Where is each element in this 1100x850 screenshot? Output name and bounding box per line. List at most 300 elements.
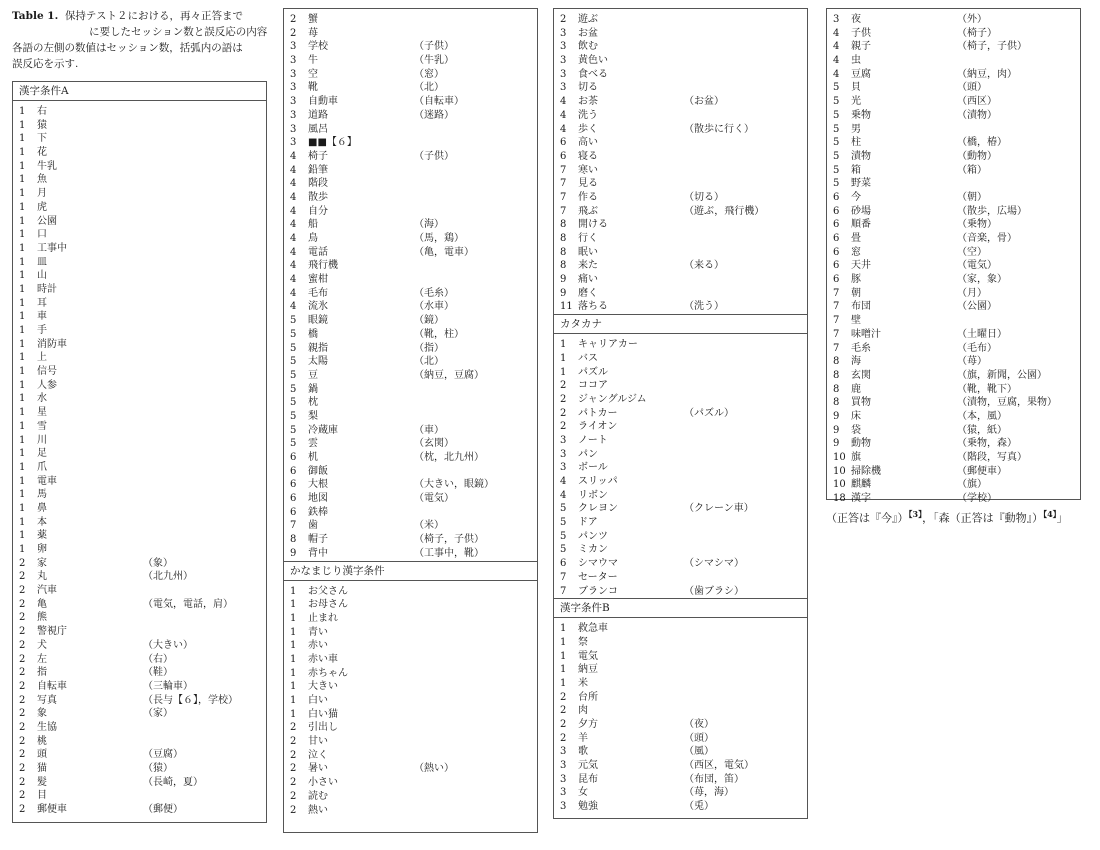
session-count: 6 bbox=[833, 219, 840, 231]
table-row bbox=[827, 273, 1080, 287]
table-column-4 bbox=[826, 8, 1081, 505]
session-count: 3 bbox=[290, 82, 297, 94]
session-count: 1 bbox=[19, 393, 26, 405]
table-row bbox=[284, 626, 537, 640]
session-count: 2 bbox=[560, 407, 567, 419]
error-response: （窓） bbox=[414, 68, 444, 80]
table-row bbox=[284, 735, 537, 749]
session-count: 1 bbox=[290, 653, 297, 665]
table-row bbox=[554, 759, 807, 773]
table-row bbox=[284, 342, 537, 356]
table-row bbox=[13, 735, 266, 749]
word: 玄関 bbox=[851, 369, 871, 381]
session-count: 2 bbox=[560, 705, 567, 717]
word: 鉄棒 bbox=[308, 506, 328, 518]
table-column-2 bbox=[283, 8, 538, 833]
error-response: （苺，海） bbox=[684, 787, 734, 799]
table-row bbox=[13, 584, 266, 598]
session-count: 3 bbox=[290, 109, 297, 121]
word: 女 bbox=[578, 787, 588, 799]
error-response: （外） bbox=[957, 14, 987, 25]
error-response: （猿） bbox=[143, 763, 173, 774]
table-row bbox=[554, 273, 807, 287]
table-row bbox=[827, 150, 1080, 164]
table-row bbox=[284, 218, 537, 232]
footnote bbox=[826, 509, 1068, 526]
word: ミカン bbox=[578, 544, 608, 556]
session-count: 9 bbox=[833, 410, 840, 422]
word: 公園 bbox=[37, 215, 57, 227]
word: 警視庁 bbox=[37, 626, 67, 638]
session-count: 5 bbox=[833, 82, 840, 94]
table-row bbox=[284, 465, 537, 479]
table-row bbox=[554, 54, 807, 68]
table-column-3 bbox=[553, 8, 808, 819]
table-row bbox=[284, 721, 537, 735]
word: 砂場 bbox=[851, 205, 871, 217]
session-count: 2 bbox=[560, 14, 567, 25]
word: 動物 bbox=[851, 438, 871, 450]
error-response: （海） bbox=[414, 219, 444, 231]
table-row bbox=[284, 232, 537, 246]
word: 漢字 bbox=[851, 493, 871, 505]
table-row bbox=[284, 639, 537, 653]
word: 昆布 bbox=[578, 773, 598, 785]
session-count: 4 bbox=[290, 219, 297, 231]
error-response: （枕，北九州） bbox=[414, 452, 484, 463]
session-count: 1 bbox=[19, 489, 26, 501]
table-row bbox=[827, 218, 1080, 232]
table-row bbox=[554, 393, 807, 407]
session-count: 8 bbox=[560, 246, 567, 258]
word: 消防車 bbox=[37, 338, 67, 350]
session-count: 2 bbox=[19, 626, 26, 638]
error-response: （布団，笛） bbox=[684, 773, 744, 785]
session-count: 4 bbox=[560, 109, 567, 121]
session-count: 2 bbox=[19, 790, 26, 802]
session-count: 2 bbox=[19, 639, 26, 651]
word: 磨く bbox=[578, 287, 598, 299]
session-count: 1 bbox=[19, 366, 26, 378]
table-row bbox=[554, 530, 807, 544]
table-row bbox=[284, 259, 537, 273]
word: 親子 bbox=[851, 41, 871, 53]
session-count: 4 bbox=[560, 476, 567, 487]
word: 学校 bbox=[308, 41, 328, 53]
table-row bbox=[827, 136, 1080, 150]
error-response: （公園） bbox=[957, 301, 997, 313]
table-row bbox=[827, 40, 1080, 54]
table-row bbox=[284, 81, 537, 95]
table-row bbox=[827, 478, 1080, 492]
session-count: 6 bbox=[833, 274, 840, 286]
word: 上 bbox=[37, 352, 47, 364]
session-count: 5 bbox=[833, 178, 840, 190]
session-count: 1 bbox=[560, 664, 567, 676]
session-count: 2 bbox=[19, 598, 26, 610]
section-rows bbox=[554, 9, 807, 314]
table-row bbox=[554, 177, 807, 191]
table-row bbox=[827, 68, 1080, 82]
word: 麒麟 bbox=[851, 479, 871, 491]
session-count: 2 bbox=[19, 612, 26, 624]
table-row bbox=[284, 205, 537, 219]
session-count: 5 bbox=[290, 410, 297, 422]
table-row bbox=[554, 164, 807, 178]
session-count: 3 bbox=[560, 787, 567, 799]
word: ドア bbox=[578, 517, 598, 529]
session-count: 1 bbox=[19, 311, 26, 323]
session-count: 6 bbox=[833, 205, 840, 217]
session-count: 7 bbox=[833, 301, 840, 313]
word: 鍋 bbox=[308, 383, 318, 395]
session-count: 1 bbox=[19, 215, 26, 227]
session-count: 7 bbox=[833, 342, 840, 354]
section-header: 漢字条件B bbox=[554, 598, 807, 618]
table-row bbox=[13, 324, 266, 338]
session-count: 4 bbox=[290, 205, 297, 217]
word: 足 bbox=[37, 448, 47, 460]
table-row bbox=[13, 351, 266, 365]
word: 皿 bbox=[37, 256, 47, 268]
error-response: （自転車） bbox=[414, 96, 464, 108]
word: 食べる bbox=[578, 68, 608, 80]
word: 馬 bbox=[37, 489, 47, 501]
table-row bbox=[284, 424, 537, 438]
error-response: （頭） bbox=[684, 732, 714, 744]
session-count: 2 bbox=[19, 557, 26, 569]
word: 親指 bbox=[308, 342, 328, 354]
word: 買物 bbox=[851, 397, 871, 409]
table-row bbox=[13, 256, 266, 270]
word: 花 bbox=[37, 147, 47, 159]
session-count: 6 bbox=[290, 493, 297, 505]
word: 掃除機 bbox=[851, 465, 881, 477]
session-count: 1 bbox=[19, 283, 26, 295]
word: 亀 bbox=[37, 598, 47, 610]
word: 引出し bbox=[308, 722, 338, 734]
word: 蜜柑 bbox=[308, 274, 328, 286]
table-row bbox=[554, 300, 807, 314]
word: 開ける bbox=[578, 219, 608, 231]
error-response: （階段，写真） bbox=[957, 452, 1027, 463]
table-row bbox=[554, 636, 807, 650]
section-header: かなまじり漢字条件 bbox=[284, 561, 537, 581]
session-count: 5 bbox=[833, 164, 840, 176]
table-row bbox=[13, 680, 266, 694]
session-count: 7 bbox=[560, 571, 567, 583]
table-row bbox=[13, 420, 266, 434]
word: 薬 bbox=[37, 530, 47, 542]
table-row bbox=[13, 447, 266, 461]
error-response: （熱い） bbox=[414, 763, 454, 775]
word: 大根 bbox=[308, 479, 328, 491]
table-row bbox=[284, 109, 537, 123]
error-response: （兎） bbox=[684, 801, 714, 813]
session-count: 5 bbox=[833, 137, 840, 149]
table-row bbox=[284, 355, 537, 369]
word: 朝 bbox=[851, 287, 861, 299]
word: 電話 bbox=[308, 246, 328, 258]
session-count: 6 bbox=[833, 191, 840, 203]
table-row bbox=[284, 437, 537, 451]
table-row bbox=[284, 667, 537, 681]
session-count: 4 bbox=[290, 274, 297, 286]
word: 川 bbox=[37, 434, 47, 446]
table-row bbox=[13, 653, 266, 667]
session-count: 1 bbox=[19, 160, 26, 172]
word: 自動車 bbox=[308, 96, 338, 108]
word: 見る bbox=[578, 178, 598, 190]
table-row bbox=[554, 407, 807, 421]
error-response: （靴，柱） bbox=[414, 328, 464, 340]
table-row bbox=[827, 300, 1080, 314]
word: 熱い bbox=[308, 804, 328, 816]
table-row bbox=[827, 328, 1080, 342]
table-row bbox=[284, 191, 537, 205]
session-count: 1 bbox=[19, 434, 26, 446]
session-count: 2 bbox=[290, 790, 297, 802]
error-response: （指） bbox=[414, 342, 444, 354]
session-count: 5 bbox=[833, 96, 840, 108]
table-row bbox=[13, 666, 266, 680]
session-count: 5 bbox=[290, 383, 297, 395]
word: リボン bbox=[578, 489, 608, 501]
table-row bbox=[284, 273, 537, 287]
session-count: 9 bbox=[560, 287, 567, 299]
word: お父さん bbox=[308, 585, 348, 597]
word: 鹿 bbox=[851, 383, 861, 395]
session-count: 1 bbox=[19, 502, 26, 514]
session-count: 7 bbox=[290, 520, 297, 532]
table-row bbox=[827, 314, 1080, 328]
word: バス bbox=[578, 352, 598, 364]
session-count: 1 bbox=[19, 448, 26, 460]
word: ブランコ bbox=[578, 585, 618, 597]
table-row bbox=[554, 136, 807, 150]
word: 壁 bbox=[851, 315, 861, 327]
caption-line-2: に要したセッション数と誤反応の内容 bbox=[89, 26, 268, 38]
section-rows bbox=[284, 9, 537, 561]
word: 本 bbox=[37, 516, 47, 528]
caption-line-3: 各語の左側の数値はセッション数，括弧内の語は bbox=[12, 42, 243, 54]
word: 飛行機 bbox=[308, 260, 338, 272]
word: 象 bbox=[37, 708, 47, 720]
word: 風呂 bbox=[308, 123, 328, 135]
session-count: 5 bbox=[833, 123, 840, 135]
session-count: 4 bbox=[290, 164, 297, 176]
table-row bbox=[284, 177, 537, 191]
word: 橋 bbox=[308, 328, 318, 340]
table-row bbox=[827, 342, 1080, 356]
word: 汽車 bbox=[37, 585, 57, 597]
word: 来た bbox=[578, 260, 598, 272]
session-count: 1 bbox=[290, 640, 297, 652]
table-row bbox=[284, 492, 537, 506]
table-row bbox=[827, 232, 1080, 246]
session-count: 2 bbox=[19, 721, 26, 733]
session-count: 5 bbox=[560, 517, 567, 529]
table-row bbox=[13, 502, 266, 516]
footnote-text-2: ，「森（正答は『動物』） bbox=[922, 511, 1044, 525]
word: 羊 bbox=[578, 732, 588, 744]
table-row bbox=[554, 246, 807, 260]
word: 地図 bbox=[308, 493, 328, 505]
session-count: 2 bbox=[19, 653, 26, 665]
table-row bbox=[13, 269, 266, 283]
word: 男 bbox=[851, 123, 861, 135]
word: 旗 bbox=[851, 452, 861, 463]
error-response: （土曜日） bbox=[957, 328, 1007, 340]
table-row bbox=[284, 653, 537, 667]
word: 御飯 bbox=[308, 465, 328, 477]
session-count: 1 bbox=[19, 201, 26, 213]
error-response: （水車） bbox=[414, 301, 454, 313]
session-count: 8 bbox=[560, 233, 567, 244]
word: キャリアカー bbox=[578, 339, 638, 351]
word: 乗物 bbox=[851, 109, 871, 121]
session-count: 6 bbox=[290, 479, 297, 491]
table-row bbox=[13, 146, 266, 160]
error-response: （歯ブラシ） bbox=[684, 585, 744, 597]
word: 車 bbox=[37, 311, 47, 323]
table-row bbox=[554, 191, 807, 205]
word: 布団 bbox=[851, 301, 871, 313]
table-row bbox=[284, 27, 537, 41]
table-row bbox=[13, 707, 266, 721]
word: 歯 bbox=[308, 520, 318, 532]
session-count: 2 bbox=[290, 777, 297, 789]
error-response: （豆腐） bbox=[143, 749, 183, 761]
word: ジャングルジム bbox=[578, 393, 647, 405]
session-count: 2 bbox=[290, 749, 297, 761]
error-response: （右） bbox=[143, 653, 173, 665]
footnote-ref-1: 【3】 bbox=[908, 509, 923, 519]
session-count: 1 bbox=[19, 242, 26, 254]
word: 豆 bbox=[308, 369, 318, 381]
word: 信号 bbox=[37, 366, 57, 378]
word: お茶 bbox=[578, 96, 598, 108]
table-row bbox=[554, 27, 807, 41]
table-row bbox=[284, 40, 537, 54]
error-response: （鞋） bbox=[143, 667, 173, 679]
session-count: 5 bbox=[560, 503, 567, 515]
table-row bbox=[554, 420, 807, 434]
session-count: 1 bbox=[19, 119, 26, 131]
word: ボール bbox=[578, 462, 608, 474]
word: 生協 bbox=[37, 721, 57, 733]
table-row bbox=[284, 519, 537, 533]
session-count: 5 bbox=[290, 315, 297, 327]
table-row bbox=[13, 310, 266, 324]
session-count: 8 bbox=[833, 383, 840, 395]
error-response: （亀，電車） bbox=[414, 246, 474, 258]
error-response: （本，風） bbox=[957, 410, 1007, 422]
session-count: 6 bbox=[833, 233, 840, 244]
table-row bbox=[284, 694, 537, 708]
session-count: 1 bbox=[290, 681, 297, 693]
section-header: カタカナ bbox=[554, 314, 807, 334]
word: 髪 bbox=[37, 776, 47, 788]
word: 光 bbox=[851, 96, 861, 108]
session-count: 2 bbox=[19, 763, 26, 774]
word: 野菜 bbox=[851, 178, 871, 190]
table-row bbox=[554, 663, 807, 677]
session-count: 1 bbox=[19, 338, 26, 350]
table-row bbox=[554, 218, 807, 232]
word: 写真 bbox=[37, 694, 57, 706]
session-count: 1 bbox=[560, 623, 567, 635]
error-response: （音楽，骨） bbox=[957, 233, 1017, 244]
table-row bbox=[827, 355, 1080, 369]
footnote-text-1: （正答は『今』） bbox=[826, 511, 909, 525]
error-response: （電気） bbox=[957, 260, 997, 272]
error-response: （納豆，豆腐） bbox=[414, 369, 484, 381]
session-count: 2 bbox=[19, 585, 26, 597]
session-count: 9 bbox=[290, 547, 297, 559]
session-count: 9 bbox=[833, 438, 840, 450]
table-number: Table 1. bbox=[12, 10, 59, 22]
error-response: （シマシマ） bbox=[684, 558, 744, 570]
session-count: 3 bbox=[560, 27, 567, 39]
table-row bbox=[284, 68, 537, 82]
word: 海 bbox=[851, 356, 861, 368]
error-response: （北九州） bbox=[143, 571, 193, 583]
session-count: 3 bbox=[560, 746, 567, 758]
session-count: 1 bbox=[19, 147, 26, 159]
session-count: 3 bbox=[560, 462, 567, 474]
table-row bbox=[827, 177, 1080, 191]
word: ノート bbox=[578, 434, 608, 446]
session-count: 2 bbox=[560, 421, 567, 433]
session-count: 1 bbox=[560, 636, 567, 648]
word: 貝 bbox=[851, 82, 861, 94]
word: 袋 bbox=[851, 424, 861, 436]
error-response: （漬物） bbox=[957, 109, 997, 121]
session-count: 1 bbox=[290, 585, 297, 597]
session-count: 4 bbox=[290, 150, 297, 162]
table-row bbox=[827, 424, 1080, 438]
caption-line-1: 保持テスト２における，再々正答まで bbox=[64, 10, 244, 22]
session-count: 7 bbox=[560, 191, 567, 203]
session-count: 1 bbox=[19, 352, 26, 364]
error-response: （大きい） bbox=[143, 639, 193, 651]
word: パズル bbox=[578, 366, 608, 378]
table-row bbox=[554, 95, 807, 109]
table-row bbox=[554, 502, 807, 516]
session-count: 7 bbox=[833, 315, 840, 327]
word: 赤い bbox=[308, 640, 328, 652]
table-row bbox=[13, 543, 266, 557]
table-row bbox=[13, 160, 266, 174]
table-row bbox=[554, 68, 807, 82]
table-row bbox=[554, 40, 807, 54]
error-response: （郵便車） bbox=[957, 465, 1007, 477]
session-count: 7 bbox=[560, 205, 567, 217]
word: 歌 bbox=[578, 746, 588, 758]
word: 米 bbox=[578, 677, 588, 689]
word: 読む bbox=[308, 790, 328, 802]
session-count: 6 bbox=[560, 150, 567, 162]
table-row bbox=[554, 352, 807, 366]
table-row bbox=[284, 680, 537, 694]
error-response: （家） bbox=[143, 708, 173, 720]
word: 毛布 bbox=[308, 287, 328, 299]
table-row bbox=[13, 461, 266, 475]
session-count: 1 bbox=[19, 229, 26, 241]
session-count: 2 bbox=[19, 694, 26, 706]
session-count: 2 bbox=[19, 776, 26, 788]
